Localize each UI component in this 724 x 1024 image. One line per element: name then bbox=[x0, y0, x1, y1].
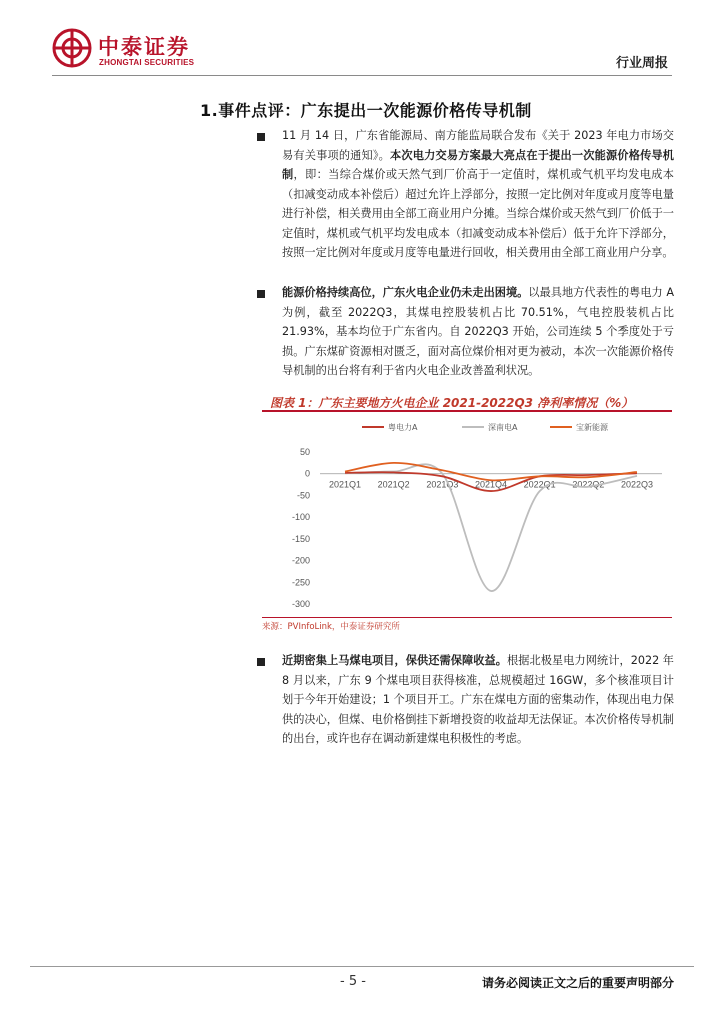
y-tick-label: -50 bbox=[296, 490, 310, 501]
report-type-label: 行业周报 bbox=[615, 56, 668, 71]
x-tick-label: 2021Q2 bbox=[377, 479, 410, 490]
paragraph-3 bbox=[282, 651, 674, 749]
x-tick-label: 2021Q1 bbox=[328, 479, 362, 490]
x-tick-label: 2022Q2 bbox=[572, 479, 605, 490]
x-tick-label: 2022Q1 bbox=[523, 479, 556, 490]
paragraph-1-rest: ，即：当综合煤价或天然气到厂价高于一定值时，煤机或气机平均发电成本（扣减变动成本补偿后）超过允许上浮部分，按照一定比例对年度或月度等电量进行补偿，相关费用由全部工商业用户分摊。当综合煤价或天然气到厂价低于一定值时，煤机或气机平均发电成本（扣减变动成本补偿后）低于允许下浮部分，按照一定比例对年度或月度等电量进行回收，相关费用由全部工商业用户分享。 bbox=[282, 168, 674, 259]
x-tick-label: 2021Q3 bbox=[426, 479, 459, 490]
x-tick-label: 2021Q4 bbox=[474, 479, 508, 490]
page-number: - 5 - bbox=[340, 974, 366, 989]
figure-title: 图表 1：广东主要地方火电企业 2021-2022Q3 净利率情况（%） bbox=[270, 396, 634, 410]
bullet-icon bbox=[257, 658, 265, 666]
y-tick-label: 0 bbox=[304, 468, 310, 479]
figure-source: 来源：PVInfoLink，中泰证券研究所 bbox=[262, 622, 400, 632]
legend-label: 深南电A bbox=[488, 423, 518, 432]
figure-title-bar bbox=[262, 392, 672, 412]
net-margin-line-chart bbox=[262, 414, 672, 618]
page-header bbox=[0, 0, 724, 82]
bullet-icon bbox=[257, 133, 265, 141]
y-tick-label: 50 bbox=[299, 447, 310, 457]
paragraph-2 bbox=[282, 283, 674, 381]
y-tick-label: -300 bbox=[291, 599, 310, 609]
paragraph-1-bold: 本次电力交易方案最大亮点在于提出一次能源价格传导机制 bbox=[282, 148, 674, 181]
legend-label: 粤电力A bbox=[388, 423, 418, 432]
paragraph-3-bold: 近期密集上马煤电项目，保供还需保障收益。 bbox=[282, 654, 507, 667]
x-tick-label: 2022Q3 bbox=[620, 479, 654, 490]
paragraph-2-bold: 能源价格持续高位，广东火电企业仍未走出困境。 bbox=[282, 286, 529, 299]
zhongtai-logo-icon bbox=[52, 28, 92, 68]
paragraph-2-rest: 以最具地方代表性的粤电力 A 为例，截至 2022Q3，其煤电控股装机占比 70.51%，气电控股装机占比 21.93%，基本均位于广东省内。自 2022Q3 开始，公司连续 5 个季度处于亏损。广东煤矿资源相对匮乏，面对高位煤价相对更为被动，本次一次能源价格传导机制的出台将有利于省内火电企业改善盈利状况。 bbox=[282, 286, 674, 377]
paragraph-1-lead: 11 月 14 日，广东省能源局、南方能监局联合发布《关于 2023 年电力市场交易有关事项的通知》。 bbox=[282, 129, 674, 162]
y-tick-label: -200 bbox=[291, 555, 310, 566]
y-tick-label: -250 bbox=[291, 577, 310, 588]
section-title: 1.事件点评：广东提出一次能源价格传导机制 bbox=[200, 101, 532, 120]
company-name-cn: 中泰证券 bbox=[98, 35, 190, 59]
figure-source-divider bbox=[262, 617, 672, 618]
paragraph-1 bbox=[282, 126, 674, 263]
paragraph-3-rest: 根据北极星电力网统计，2022 年 8 月以来，广东 9 个煤电项目获得核准，总规模超过 16GW，多个核准项目计划于今年开始建设；1 个项目开工。广东在煤电方面的密集动作，体现出电力保供的决心，但煤、电价格倒挂下新增投资的收益却无法保证。本次价格传导机制的出台，或许也存在调动新建煤电积极性的考虑。 bbox=[282, 654, 674, 745]
header-divider bbox=[52, 75, 672, 76]
legend-label: 宝新能源 bbox=[576, 423, 608, 432]
footer-divider bbox=[30, 966, 694, 967]
y-tick-label: -150 bbox=[291, 533, 310, 544]
bullet-icon bbox=[257, 290, 265, 298]
company-name-en: ZHONGTAI SECURITIES bbox=[99, 58, 195, 67]
footer-disclaimer: 请务必阅读正文之后的重要声明部分 bbox=[481, 976, 674, 990]
y-tick-label: -100 bbox=[291, 512, 310, 523]
